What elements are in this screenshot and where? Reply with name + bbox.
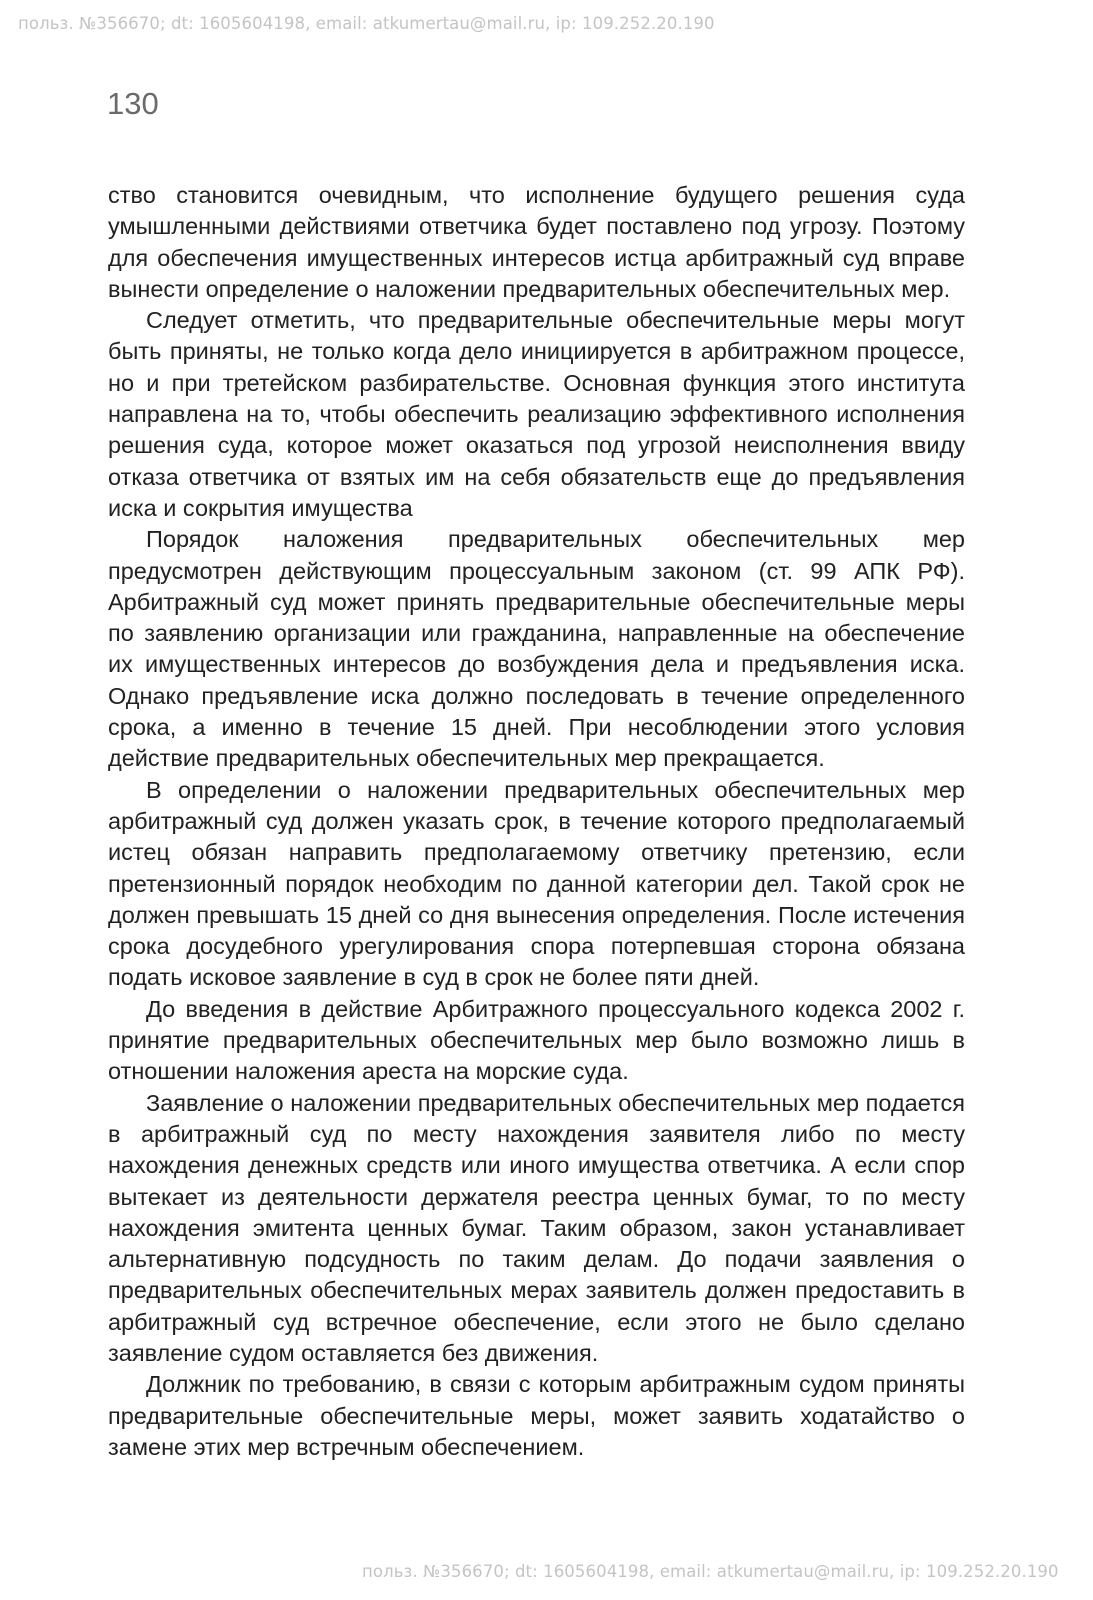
body-text	[108, 180, 965, 1463]
paragraph-4: В определении о наложении предварительных обеспечительных мер арбитражный суд должен указать срок, в течение которого предполагаемый истец обязан направить предполагаемому ответчику претензию, если претензионный порядок необходим по данной категории дел. Такой срок не должен превышать 15 дней со дня вынесения определения. После истечения срока досудебного урегулирования спора потерпевшая сторона обязана подать исковое заявление в суд в срок не более пяти дней.	[108, 776, 965, 991]
paragraph-6: Заявление о наложении предварительных обеспечительных мер подается в арбитражный суд по месту нахождения заявителя либо по месту нахождения денежных средств или иного имущества ответчика. А если спор вытекает из деятельности держателя реестра ценных бумаг, то по месту нахождения эмитента ценных бумаг. Таким образом, закон устанавливает альтернативную подсудность по таким делам. До подачи заявления о предварительных обеспечительных мерах заявитель должен предоставить в арбитражный суд встречное обеспечение, если этого не было сделано заявление судом оставляется без движения.	[108, 1089, 965, 1366]
paragraph-2: Следует отметить, что предварительные обеспечительные меры могут быть приняты, не только когда дело инициируется в арбитражном процессе, но и при третейском разбирательстве. Основная функция этого института направлена на то, чтобы обеспечить реализацию эффективного исполнения решения суда, которое может оказаться под угрозой неисполнения ввиду отказа ответчика от взятых им на себя обязательств еще до предъявления иска и сокрытия имущества	[108, 307, 965, 521]
watermark-bottom: польз. №356670; dt: 1605604198, email: atkumertau@mail.ru, ip: 109.252.20.190	[362, 1562, 1059, 1581]
paragraph-5: До введения в действие Арбитражного процессуального кодекса 2002 г. принятие предварительных обеспечительных мер было возможно лишь в отношении наложения ареста на морские суда.	[108, 995, 965, 1085]
paragraph-3: Порядок наложения предварительных обеспечительных мер предусмотрен действующим процессуальным законом (ст. 99 АПК РФ). Арбитражный суд может принять предварительные обеспечительные меры по заявлению организации или гражданина, направленные на обеспечение их имущественных интересов до возбуждения дела и предъявления иска. Однако предъявление иска должно последовать в течение определенного срока, а именно в течение 15 дней. При несоблюдении этого условия действие предварительных обеспечительных мер прекращается.	[108, 526, 965, 772]
paragraph-1: ство становится очевидным, что исполнение будущего решения суда умышленными действиями ответчика будет поставлено под угрозу. Поэтому для обеспечения имущественных интересов истца арбитражный суд вправе вынести определение о наложении предварительных обеспечительных мер.	[108, 182, 965, 302]
watermark-top: польз. №356670; dt: 1605604198, email: atkumertau@mail.ru, ip: 109.252.20.190	[18, 14, 715, 33]
paragraph-7: Должник по требованию, в связи с которым арбитражным судом приняты предварительные обеспечительные меры, может заявить ходатайство о замене этих мер встречным обеспечением.	[108, 1371, 965, 1460]
page-number: 130	[107, 86, 159, 121]
